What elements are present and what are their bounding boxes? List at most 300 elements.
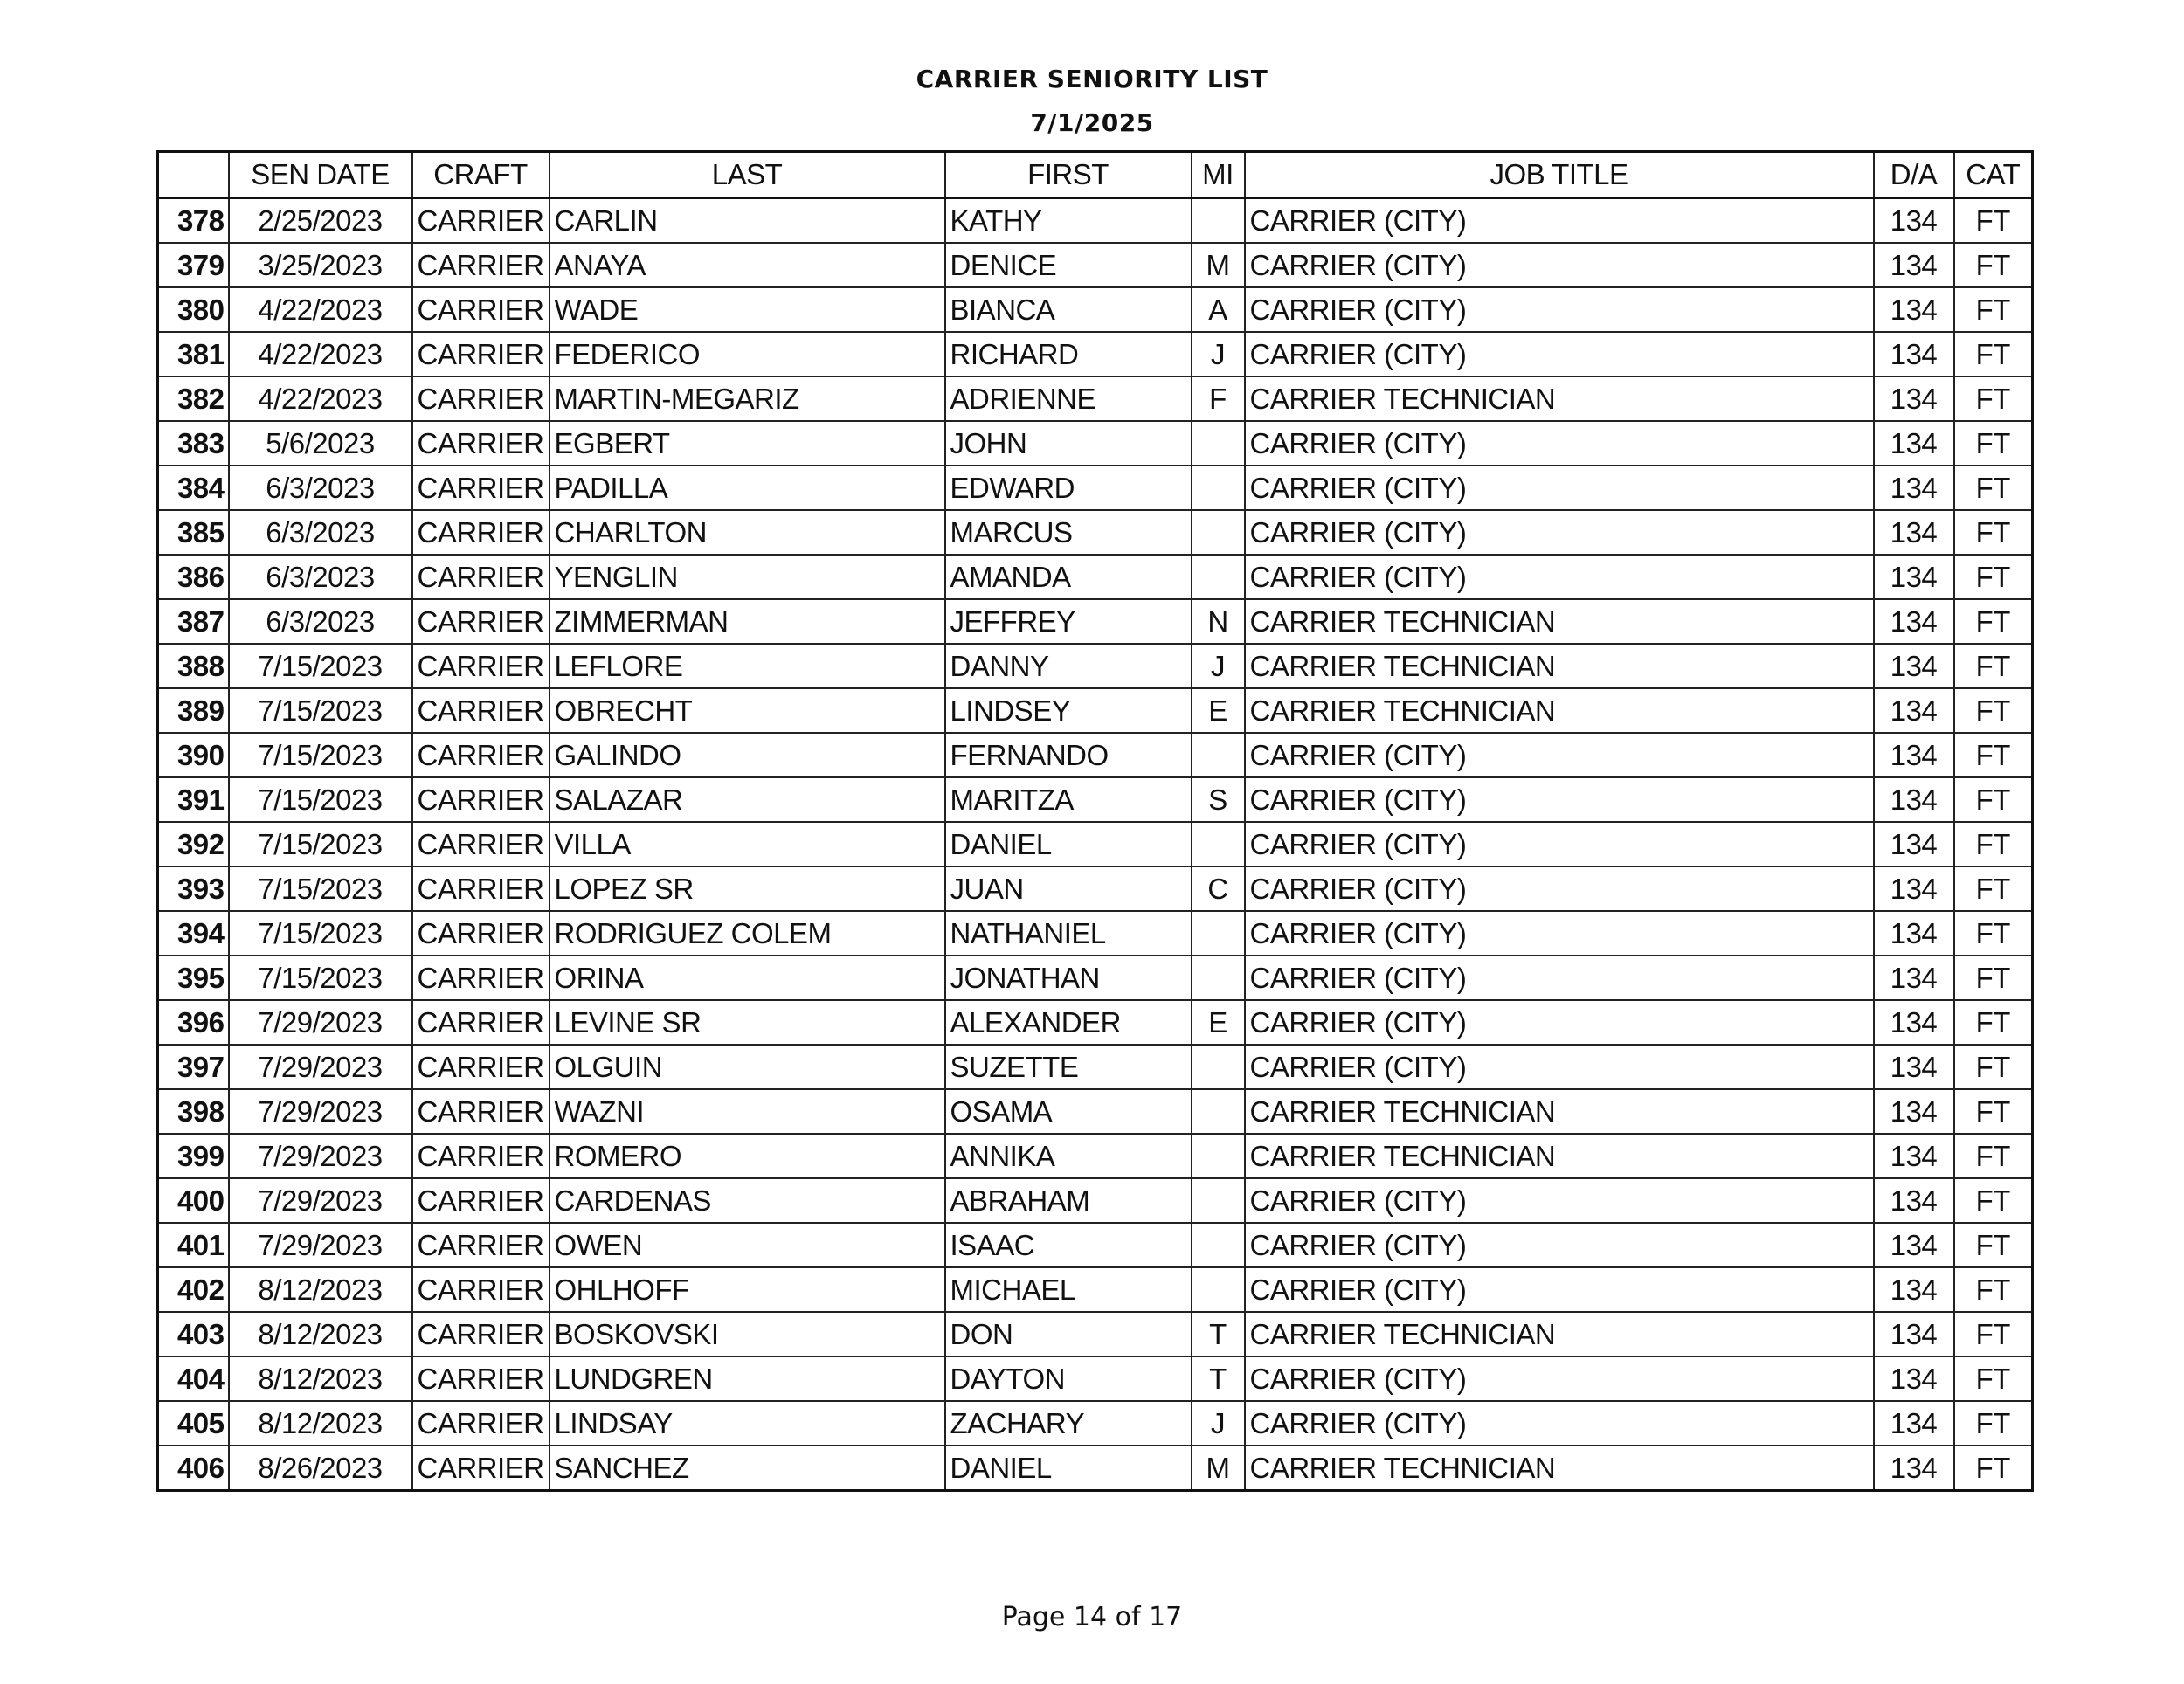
cell-first: MICHAEL (945, 1267, 1192, 1312)
cell-last: MARTIN-MEGARIZ (549, 376, 945, 421)
cell-num: 392 (158, 822, 229, 866)
cell-num: 397 (158, 1045, 229, 1089)
cell-sen-date: 4/22/2023 (229, 332, 412, 376)
table-row (158, 466, 2033, 510)
cell-mi (1192, 466, 1245, 510)
cell-mi (1192, 198, 1245, 244)
cell-da: 134 (1874, 287, 1954, 332)
table-row (158, 1401, 2033, 1446)
cell-craft: CARRIER (412, 688, 549, 733)
table-row (158, 1045, 2033, 1089)
table-row (158, 1446, 2033, 1491)
cell-da: 134 (1874, 1356, 1954, 1401)
cell-sen-date: 8/12/2023 (229, 1356, 412, 1401)
cell-first: MARITZA (945, 777, 1192, 822)
cell-num: 380 (158, 287, 229, 332)
table-row (158, 198, 2033, 244)
cell-job-title: CARRIER (CITY) (1245, 822, 1874, 866)
cell-num: 389 (158, 688, 229, 733)
cell-job-title: CARRIER TECHNICIAN (1245, 1312, 1874, 1356)
cell-da: 134 (1874, 198, 1954, 244)
cell-num: 383 (158, 421, 229, 466)
header-cat: CAT (1954, 152, 2033, 198)
cell-sen-date: 4/22/2023 (229, 376, 412, 421)
cell-num: 386 (158, 555, 229, 599)
cell-cat: FT (1954, 510, 2033, 555)
cell-job-title: CARRIER TECHNICIAN (1245, 376, 1874, 421)
cell-job-title: CARRIER (CITY) (1245, 777, 1874, 822)
cell-sen-date: 8/12/2023 (229, 1312, 412, 1356)
header-mi: MI (1192, 152, 1245, 198)
cell-num: 381 (158, 332, 229, 376)
cell-last: OWEN (549, 1223, 945, 1267)
cell-sen-date: 2/25/2023 (229, 198, 412, 244)
table-row (158, 287, 2033, 332)
cell-job-title: CARRIER (CITY) (1245, 1000, 1874, 1045)
seniority-table (156, 150, 2034, 1492)
cell-cat: FT (1954, 1178, 2033, 1223)
cell-sen-date: 7/15/2023 (229, 956, 412, 1000)
cell-mi: T (1192, 1312, 1245, 1356)
cell-cat: FT (1954, 1045, 2033, 1089)
cell-mi: S (1192, 777, 1245, 822)
cell-da: 134 (1874, 822, 1954, 866)
cell-num: 403 (158, 1312, 229, 1356)
cell-mi (1192, 1223, 1245, 1267)
cell-da: 134 (1874, 1401, 1954, 1446)
cell-craft: CARRIER (412, 1312, 549, 1356)
table-row (158, 1356, 2033, 1401)
table-row (158, 510, 2033, 555)
cell-craft: CARRIER (412, 644, 549, 688)
cell-num: 402 (158, 1267, 229, 1312)
table-header-row (158, 152, 2033, 198)
cell-job-title: CARRIER (CITY) (1245, 956, 1874, 1000)
cell-craft: CARRIER (412, 956, 549, 1000)
cell-mi (1192, 733, 1245, 777)
cell-last: FEDERICO (549, 332, 945, 376)
cell-first: KATHY (945, 198, 1192, 244)
cell-cat: FT (1954, 198, 2033, 244)
cell-da: 134 (1874, 956, 1954, 1000)
cell-last: OHLHOFF (549, 1267, 945, 1312)
table-row (158, 1000, 2033, 1045)
cell-first: DANIEL (945, 822, 1192, 866)
table-row (158, 243, 2033, 287)
cell-first: DANIEL (945, 1446, 1192, 1491)
cell-mi: J (1192, 1401, 1245, 1446)
cell-last: YENGLIN (549, 555, 945, 599)
header-num (158, 152, 229, 198)
header-sen-date: SEN DATE (229, 152, 412, 198)
cell-sen-date: 7/15/2023 (229, 866, 412, 911)
cell-job-title: CARRIER TECHNICIAN (1245, 688, 1874, 733)
cell-first: JUAN (945, 866, 1192, 911)
cell-cat: FT (1954, 1223, 2033, 1267)
cell-cat: FT (1954, 733, 2033, 777)
cell-first: ISAAC (945, 1223, 1192, 1267)
cell-job-title: CARRIER (CITY) (1245, 1178, 1874, 1223)
cell-last: SANCHEZ (549, 1446, 945, 1491)
cell-sen-date: 7/29/2023 (229, 1089, 412, 1134)
cell-num: 387 (158, 599, 229, 644)
cell-da: 134 (1874, 1089, 1954, 1134)
header-job-title: JOB TITLE (1245, 152, 1874, 198)
cell-first: BIANCA (945, 287, 1192, 332)
cell-mi (1192, 1089, 1245, 1134)
cell-mi (1192, 1267, 1245, 1312)
cell-cat: FT (1954, 555, 2033, 599)
cell-cat: FT (1954, 1312, 2033, 1356)
cell-num: 388 (158, 644, 229, 688)
cell-last: WADE (549, 287, 945, 332)
cell-job-title: CARRIER (CITY) (1245, 911, 1874, 956)
page-footer: Page 14 of 17 (1001, 1602, 1183, 1632)
cell-craft: CARRIER (412, 555, 549, 599)
table-row (158, 822, 2033, 866)
cell-num: 379 (158, 243, 229, 287)
cell-da: 134 (1874, 1178, 1954, 1223)
cell-num: 382 (158, 376, 229, 421)
cell-num: 398 (158, 1089, 229, 1134)
cell-sen-date: 8/26/2023 (229, 1446, 412, 1491)
cell-da: 134 (1874, 555, 1954, 599)
table-row (158, 911, 2033, 956)
cell-sen-date: 7/29/2023 (229, 1178, 412, 1223)
cell-mi: E (1192, 1000, 1245, 1045)
cell-first: DANNY (945, 644, 1192, 688)
table-row (158, 332, 2033, 376)
cell-cat: FT (1954, 243, 2033, 287)
table-row (158, 376, 2033, 421)
cell-mi: E (1192, 688, 1245, 733)
cell-last: ROMERO (549, 1134, 945, 1178)
cell-craft: CARRIER (412, 466, 549, 510)
cell-craft: CARRIER (412, 332, 549, 376)
table-row (158, 1223, 2033, 1267)
cell-mi: C (1192, 866, 1245, 911)
cell-first: ZACHARY (945, 1401, 1192, 1446)
table-row (158, 1178, 2033, 1223)
cell-num: 394 (158, 911, 229, 956)
header-first: FIRST (945, 152, 1192, 198)
cell-da: 134 (1874, 777, 1954, 822)
cell-first: DENICE (945, 243, 1192, 287)
cell-sen-date: 7/15/2023 (229, 644, 412, 688)
cell-mi: F (1192, 376, 1245, 421)
table-row (158, 555, 2033, 599)
cell-first: JEFFREY (945, 599, 1192, 644)
cell-last: GALINDO (549, 733, 945, 777)
cell-craft: CARRIER (412, 1045, 549, 1089)
cell-sen-date: 3/25/2023 (229, 243, 412, 287)
cell-job-title: CARRIER (CITY) (1245, 287, 1874, 332)
cell-last: OLGUIN (549, 1045, 945, 1089)
cell-cat: FT (1954, 777, 2033, 822)
cell-last: OBRECHT (549, 688, 945, 733)
cell-sen-date: 6/3/2023 (229, 466, 412, 510)
cell-mi: M (1192, 243, 1245, 287)
cell-mi (1192, 911, 1245, 956)
cell-first: OSAMA (945, 1089, 1192, 1134)
cell-craft: CARRIER (412, 1178, 549, 1223)
cell-first: AMANDA (945, 555, 1192, 599)
cell-sen-date: 8/12/2023 (229, 1401, 412, 1446)
cell-craft: CARRIER (412, 287, 549, 332)
cell-sen-date: 7/29/2023 (229, 1000, 412, 1045)
cell-job-title: CARRIER (CITY) (1245, 1401, 1874, 1446)
cell-da: 134 (1874, 599, 1954, 644)
cell-sen-date: 8/12/2023 (229, 1267, 412, 1312)
cell-mi: J (1192, 644, 1245, 688)
cell-job-title: CARRIER (CITY) (1245, 733, 1874, 777)
cell-da: 134 (1874, 332, 1954, 376)
cell-last: LEVINE SR (549, 1000, 945, 1045)
cell-sen-date: 7/15/2023 (229, 733, 412, 777)
cell-last: LUNDGREN (549, 1356, 945, 1401)
cell-first: FERNANDO (945, 733, 1192, 777)
cell-craft: CARRIER (412, 599, 549, 644)
table-row (158, 421, 2033, 466)
cell-mi: M (1192, 1446, 1245, 1491)
cell-craft: CARRIER (412, 243, 549, 287)
cell-sen-date: 7/29/2023 (229, 1045, 412, 1089)
cell-cat: FT (1954, 1356, 2033, 1401)
cell-cat: FT (1954, 822, 2033, 866)
cell-job-title: CARRIER (CITY) (1245, 243, 1874, 287)
cell-sen-date: 7/15/2023 (229, 688, 412, 733)
cell-cat: FT (1954, 866, 2033, 911)
cell-first: MARCUS (945, 510, 1192, 555)
cell-sen-date: 7/29/2023 (229, 1223, 412, 1267)
cell-craft: CARRIER (412, 421, 549, 466)
cell-cat: FT (1954, 1401, 2033, 1446)
cell-cat: FT (1954, 688, 2033, 733)
cell-cat: FT (1954, 1000, 2033, 1045)
table-row (158, 956, 2033, 1000)
cell-craft: CARRIER (412, 1401, 549, 1446)
header-last: LAST (549, 152, 945, 198)
cell-last: RODRIGUEZ COLEM (549, 911, 945, 956)
cell-num: 401 (158, 1223, 229, 1267)
cell-da: 134 (1874, 1446, 1954, 1491)
cell-job-title: CARRIER TECHNICIAN (1245, 1089, 1874, 1134)
cell-first: JONATHAN (945, 956, 1192, 1000)
cell-mi (1192, 1045, 1245, 1089)
cell-last: EGBERT (549, 421, 945, 466)
cell-cat: FT (1954, 1267, 2033, 1312)
cell-craft: CARRIER (412, 198, 549, 244)
cell-craft: CARRIER (412, 1267, 549, 1312)
cell-mi (1192, 510, 1245, 555)
cell-craft: CARRIER (412, 1356, 549, 1401)
cell-last: VILLA (549, 822, 945, 866)
cell-cat: FT (1954, 1089, 2033, 1134)
cell-da: 134 (1874, 688, 1954, 733)
cell-job-title: CARRIER (CITY) (1245, 198, 1874, 244)
cell-craft: CARRIER (412, 733, 549, 777)
cell-last: CHARLTON (549, 510, 945, 555)
table-row (158, 1312, 2033, 1356)
cell-num: 399 (158, 1134, 229, 1178)
cell-job-title: CARRIER (CITY) (1245, 466, 1874, 510)
cell-craft: CARRIER (412, 1446, 549, 1491)
cell-mi (1192, 421, 1245, 466)
cell-first: RICHARD (945, 332, 1192, 376)
cell-cat: FT (1954, 376, 2033, 421)
cell-last: LOPEZ SR (549, 866, 945, 911)
cell-craft: CARRIER (412, 1134, 549, 1178)
cell-sen-date: 7/15/2023 (229, 911, 412, 956)
cell-last: WAZNI (549, 1089, 945, 1134)
cell-sen-date: 5/6/2023 (229, 421, 412, 466)
document-title: CARRIER SENIORITY LIST (916, 65, 1268, 93)
table-row (158, 688, 2033, 733)
cell-last: ANAYA (549, 243, 945, 287)
cell-da: 134 (1874, 1000, 1954, 1045)
cell-num: 405 (158, 1401, 229, 1446)
cell-craft: CARRIER (412, 1089, 549, 1134)
cell-da: 134 (1874, 510, 1954, 555)
cell-mi (1192, 555, 1245, 599)
cell-craft: CARRIER (412, 510, 549, 555)
cell-da: 134 (1874, 466, 1954, 510)
cell-last: LEFLORE (549, 644, 945, 688)
cell-num: 378 (158, 198, 229, 244)
header-da: D/A (1874, 152, 1954, 198)
table-row (158, 644, 2033, 688)
cell-cat: FT (1954, 1446, 2033, 1491)
cell-da: 134 (1874, 243, 1954, 287)
table-row (158, 599, 2033, 644)
table-row (158, 777, 2033, 822)
cell-first: DAYTON (945, 1356, 1192, 1401)
cell-first: ABRAHAM (945, 1178, 1192, 1223)
cell-mi: J (1192, 332, 1245, 376)
cell-first: LINDSEY (945, 688, 1192, 733)
cell-sen-date: 6/3/2023 (229, 599, 412, 644)
cell-cat: FT (1954, 332, 2033, 376)
cell-craft: CARRIER (412, 1223, 549, 1267)
cell-last: PADILLA (549, 466, 945, 510)
cell-job-title: CARRIER (CITY) (1245, 510, 1874, 555)
cell-last: LINDSAY (549, 1401, 945, 1446)
cell-first: NATHANIEL (945, 911, 1192, 956)
cell-mi (1192, 1178, 1245, 1223)
cell-da: 134 (1874, 421, 1954, 466)
cell-sen-date: 4/22/2023 (229, 287, 412, 332)
cell-first: ADRIENNE (945, 376, 1192, 421)
cell-num: 406 (158, 1446, 229, 1491)
cell-mi: T (1192, 1356, 1245, 1401)
cell-job-title: CARRIER (CITY) (1245, 866, 1874, 911)
cell-job-title: CARRIER (CITY) (1245, 1356, 1874, 1401)
cell-job-title: CARRIER (CITY) (1245, 555, 1874, 599)
cell-mi: A (1192, 287, 1245, 332)
table-body (158, 198, 2033, 1491)
cell-da: 134 (1874, 644, 1954, 688)
cell-first: SUZETTE (945, 1045, 1192, 1089)
cell-cat: FT (1954, 644, 2033, 688)
cell-mi (1192, 956, 1245, 1000)
cell-da: 134 (1874, 1312, 1954, 1356)
cell-craft: CARRIER (412, 822, 549, 866)
cell-first: ANNIKA (945, 1134, 1192, 1178)
cell-cat: FT (1954, 421, 2033, 466)
cell-job-title: CARRIER (CITY) (1245, 1223, 1874, 1267)
table-row (158, 866, 2033, 911)
cell-num: 385 (158, 510, 229, 555)
cell-cat: FT (1954, 287, 2033, 332)
cell-mi (1192, 1134, 1245, 1178)
cell-job-title: CARRIER TECHNICIAN (1245, 599, 1874, 644)
cell-num: 393 (158, 866, 229, 911)
table-row (158, 1089, 2033, 1134)
cell-job-title: CARRIER TECHNICIAN (1245, 1446, 1874, 1491)
cell-num: 400 (158, 1178, 229, 1223)
cell-job-title: CARRIER (CITY) (1245, 1045, 1874, 1089)
cell-num: 390 (158, 733, 229, 777)
cell-cat: FT (1954, 956, 2033, 1000)
cell-craft: CARRIER (412, 777, 549, 822)
cell-da: 134 (1874, 1134, 1954, 1178)
cell-last: CARDENAS (549, 1178, 945, 1223)
cell-job-title: CARRIER (CITY) (1245, 1267, 1874, 1312)
cell-da: 134 (1874, 911, 1954, 956)
cell-last: ORINA (549, 956, 945, 1000)
cell-da: 134 (1874, 733, 1954, 777)
cell-num: 396 (158, 1000, 229, 1045)
document-date: 7/1/2025 (1030, 108, 1154, 137)
cell-first: ALEXANDER (945, 1000, 1192, 1045)
cell-craft: CARRIER (412, 866, 549, 911)
table-row (158, 733, 2033, 777)
cell-craft: CARRIER (412, 376, 549, 421)
cell-cat: FT (1954, 911, 2033, 956)
cell-first: EDWARD (945, 466, 1192, 510)
cell-cat: FT (1954, 466, 2033, 510)
cell-num: 395 (158, 956, 229, 1000)
table-row (158, 1267, 2033, 1312)
cell-mi (1192, 822, 1245, 866)
cell-cat: FT (1954, 1134, 2033, 1178)
cell-da: 134 (1874, 866, 1954, 911)
cell-craft: CARRIER (412, 1000, 549, 1045)
cell-mi: N (1192, 599, 1245, 644)
cell-sen-date: 6/3/2023 (229, 510, 412, 555)
cell-last: SALAZAR (549, 777, 945, 822)
cell-sen-date: 6/3/2023 (229, 555, 412, 599)
cell-craft: CARRIER (412, 911, 549, 956)
cell-first: JOHN (945, 421, 1192, 466)
cell-job-title: CARRIER (CITY) (1245, 421, 1874, 466)
cell-cat: FT (1954, 599, 2033, 644)
cell-first: DON (945, 1312, 1192, 1356)
cell-sen-date: 7/29/2023 (229, 1134, 412, 1178)
cell-da: 134 (1874, 1223, 1954, 1267)
table-row (158, 1134, 2033, 1178)
cell-job-title: CARRIER (CITY) (1245, 332, 1874, 376)
cell-num: 404 (158, 1356, 229, 1401)
cell-num: 384 (158, 466, 229, 510)
cell-job-title: CARRIER TECHNICIAN (1245, 644, 1874, 688)
cell-last: CARLIN (549, 198, 945, 244)
cell-sen-date: 7/15/2023 (229, 822, 412, 866)
cell-num: 391 (158, 777, 229, 822)
cell-da: 134 (1874, 376, 1954, 421)
cell-sen-date: 7/15/2023 (229, 777, 412, 822)
cell-da: 134 (1874, 1267, 1954, 1312)
